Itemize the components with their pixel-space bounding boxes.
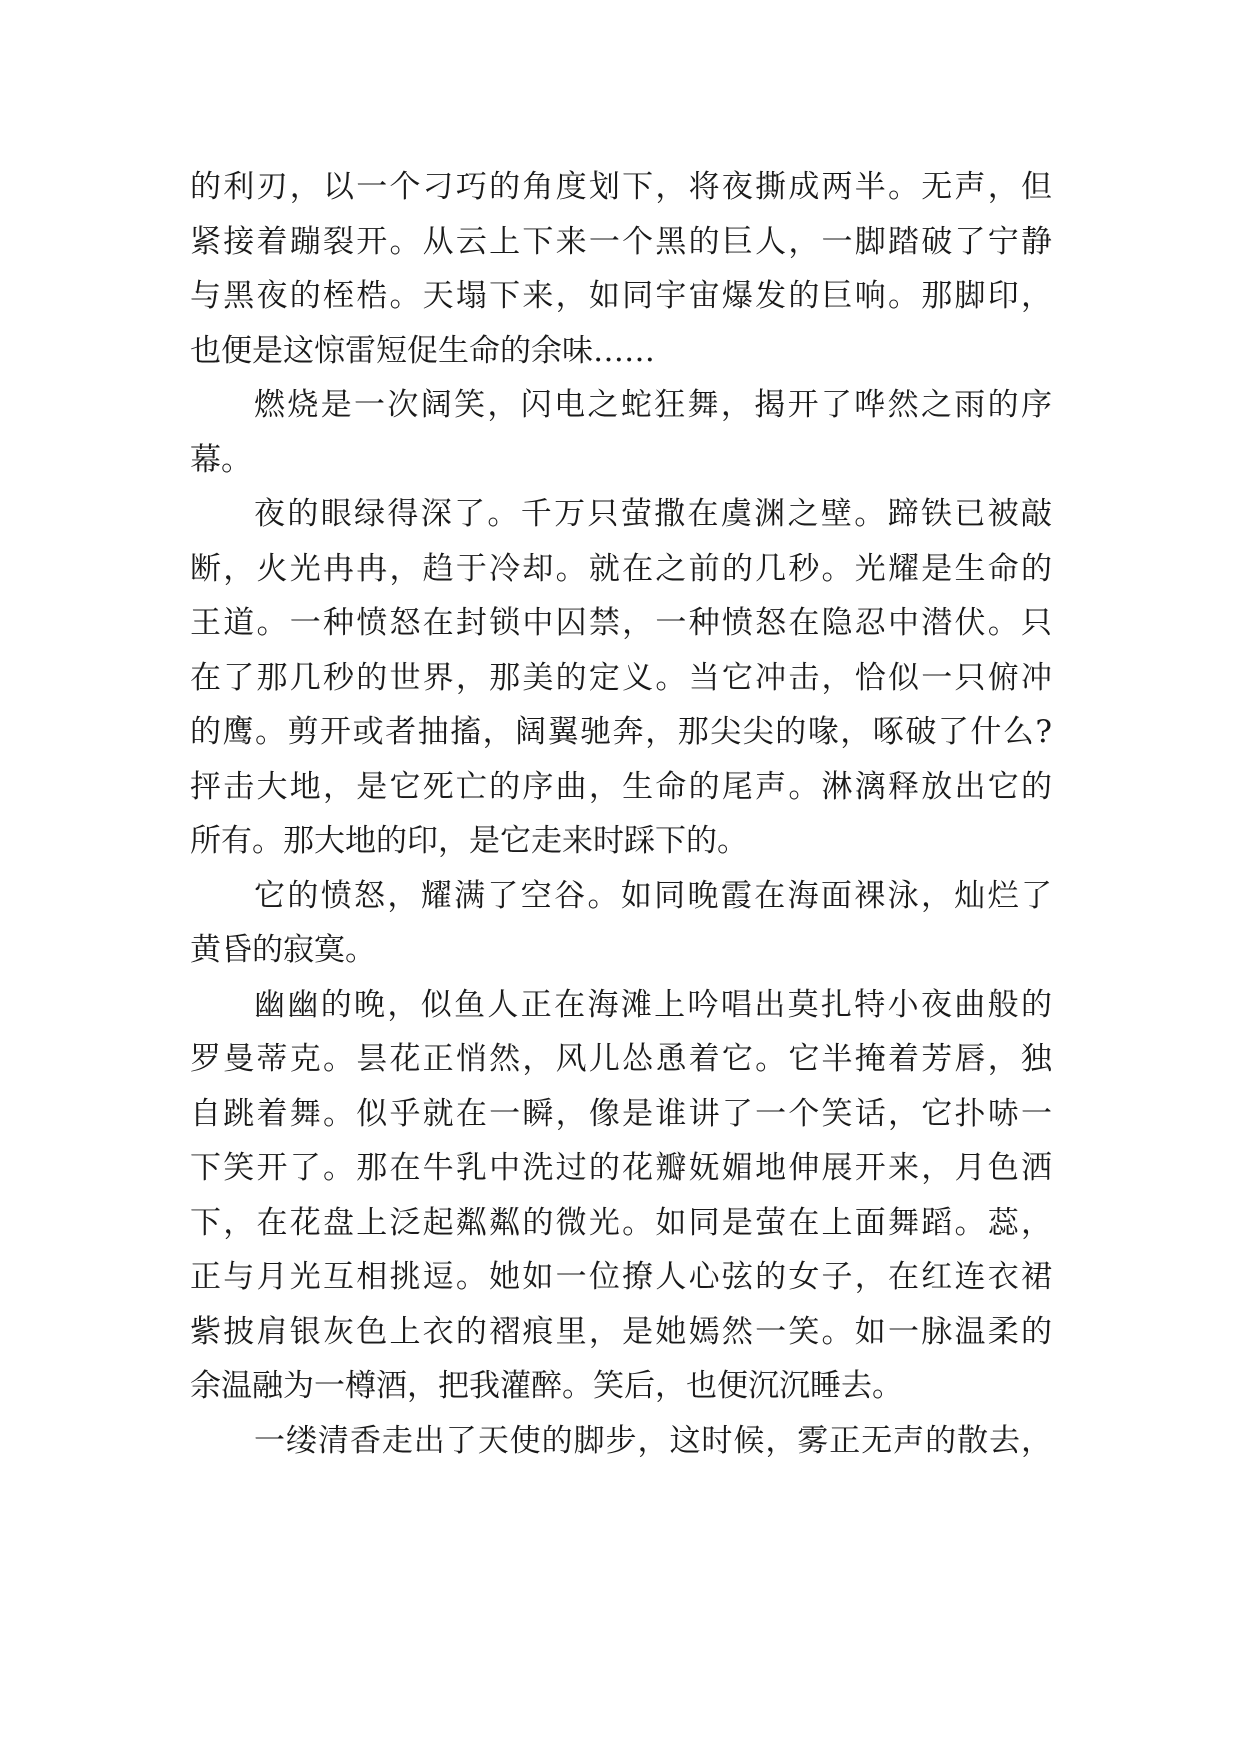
text-line: 的利刃，以一个刁巧的角度划下，将夜撕成两半。无声，但 [190,169,1052,205]
text-line: 所有。那大地的印，是它走来时踩下的。 [190,823,748,859]
text-line: 自跳着舞。似乎就在一瞬，像是谁讲了一个笑话，它扑哧一 [190,1095,1052,1132]
text-line: 在了那几秒的世界，那美的定义。当它冲击，恰似一只俯冲 [190,659,1052,696]
text-line: 幕。 [190,441,252,478]
text-line: 罗曼蒂克。昙花正悄然，风儿怂恿着它。它半掩着芳唇，独 [190,1041,1052,1077]
text-line: 与黑夜的桎梏。天塌下来，如同宇宙爆发的巨响。那脚印， [190,278,1052,314]
text-line: 抨击大地，是它死亡的序曲，生命的尾声。淋漓释放出它的 [190,768,1052,805]
text-line: 它的愤怒，耀满了空谷。如同晚霞在海面裸泳，灿烂了 [254,877,1052,914]
text-line: 余温融为一樽酒，把我灌醉。笑后，也便沉沉睡去。 [190,1368,903,1404]
text-line: 也便是这惊雷短促生命的余味…… [190,332,655,369]
text-line: 黄昏的寂寞。 [190,932,376,968]
text-body [190,160,1052,1468]
text-line: 夜的眼绿得深了。千万只萤撒在虞渊之壁。蹄铁已被敲 [254,496,1052,532]
text-line: 正与月光互相挑逗。她如一位撩人心弦的女子，在红连衣裙 [190,1259,1052,1295]
text-line: 紧接着蹦裂开。从云上下来一个黑的巨人，一脚踏破了宁静 [190,223,1052,260]
text-line: 下笑开了。那在牛乳中洗过的花瓣妩媚地伸展开来，月色洒 [190,1150,1052,1186]
text-line: 紫披肩银灰色上衣的褶痕里，是她嫣然一笑。如一脉温柔的 [190,1313,1052,1350]
text-line: 燃烧是一次阔笑，闪电之蛇狂舞，揭开了哗然之雨的序 [254,387,1052,423]
text-line: 断，火光冉冉，趋于冷却。就在之前的几秒。光耀是生命的 [190,550,1052,587]
text-line: 的鹰。剪开或者抽搐，阔翼驰奔，那尖尖的喙，啄破了什么? [190,714,1052,750]
text-line: 王道。一种愤怒在封锁中囚禁，一种愤怒在隐忍中潜伏。只 [190,605,1052,641]
text-line: 幽幽的晚，似鱼人正在海滩上吟唱出莫扎特小夜曲般的 [254,986,1052,1023]
text-line: 下，在花盘上泛起粼粼的微光。如同是萤在上面舞蹈。蕊， [190,1204,1052,1241]
text-line: 一缕清香走出了天使的脚步，这时候，雾正无声的散去， [254,1422,1052,1459]
